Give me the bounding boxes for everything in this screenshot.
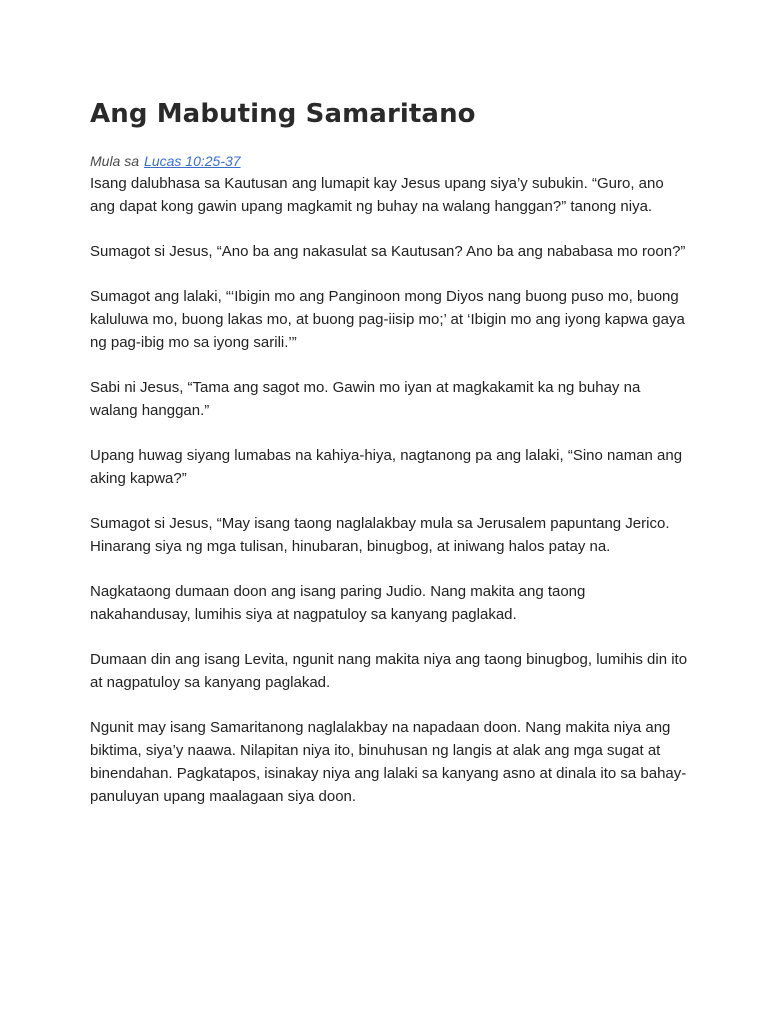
paragraph: Nagkataong dumaan doon ang isang paring Judio. Nang makita ang taong nakahandusay, lumihis siya at nagpatuloy sa kanyang paglakad. bbox=[90, 583, 586, 623]
paragraph: Upang huwag siyang lumabas na kahiya-hiya, nagtanong pa ang lalaki, “Sino naman ang aking kapwa?” bbox=[90, 447, 683, 487]
paragraph: Sabi ni Jesus, “Tama ang sagot mo. Gawin mo iyan at magkakamit ka ng buhay na walang hanggan.” bbox=[90, 379, 641, 419]
paragraph: Ngunit may isang Samaritanong naglalakbay na napadaan doon. Nang makita niya ang biktima, siya’y naawa. Nilapitan niya ito, binuhusan ng langis at alak ang mga sugat at binendahan. Pagkatapos, isinakay niya ang lalaki sa kanyang asno at dinala ito sa bahay-panuluyan upang maalagaan siya doon. bbox=[90, 719, 687, 805]
paragraph: Sumagot si Jesus, “May isang taong naglalakbay mula sa Jerusalem papuntang Jerico. Hinarang siya ng mga tulisan, hinubaran, binugbog, at iniwang halos patay na. bbox=[90, 515, 670, 555]
paragraph: Sumagot ang lalaki, “‘Ibigin mo ang Panginoon mong Diyos nang buong puso mo, buong kaluluwa mo, buong lakas mo, at buong pag-iisip mo;’ at ‘Ibigin mo ang iyong kapwa gaya ng pag-ibig mo sa iyong sarili.’” bbox=[90, 288, 685, 351]
document-content bbox=[90, 96, 690, 830]
page-title: Ang Mabuting Samaritano bbox=[90, 99, 476, 129]
paragraph: Sumagot si Jesus, “Ano ba ang nakasulat sa Kautusan? Ano ba ang nababasa mo roon?” bbox=[90, 243, 686, 260]
scripture-link[interactable]: Lucas 10:25-37 bbox=[144, 153, 241, 169]
source-reference bbox=[90, 152, 690, 170]
paragraph: Dumaan din ang isang Levita, ngunit nang makita niya ang taong binugbog, lumihis din ito at nagpatuloy sa kanyang paglakad. bbox=[90, 651, 688, 691]
source-prefix: Mula sa bbox=[90, 153, 140, 169]
paragraph: Isang dalubhasa sa Kautusan ang lumapit kay Jesus upang siya’y subukin. “Guro, ano ang dapat kong gawin upang magkamit ng buhay na walang hanggan?” tanong niya. bbox=[90, 175, 664, 215]
